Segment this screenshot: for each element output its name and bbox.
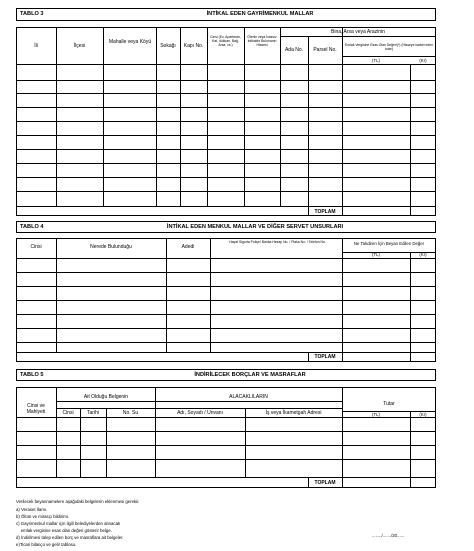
table3-col-emlak: Emlak Vergisine Esas Olan Değeri(*) (Hisseye isabet eden tutar) — [344, 43, 433, 51]
footer-intro: Verilecek beyannamelere aşağıdaki belgelerin eklenmesi gerekir. — [16, 499, 140, 504]
footer-item-b: b) Ölüm ve mirasçı bildirimi. — [16, 514, 70, 519]
table5-col-kr: (Kr) — [419, 412, 427, 417]
table5-col-ait: Ait Olduğu Belgenin — [83, 394, 129, 400]
table3-col-parsel: Parsel No. — [313, 47, 337, 53]
table5-col-belge-cinsi: Cinsi — [62, 410, 74, 416]
table3-col-hisse: Ölenin veya İvazsız İntikalde Bulunanın Hissesi — [247, 35, 277, 47]
table5-col-cinsi: Cinsi ve Mahiyeti — [26, 403, 46, 415]
table3-col-ilce: İlçesi — [73, 43, 86, 49]
footer-item-c: c) Gayrimenkul mallar için ilgili belediyelerden alınacak — [16, 521, 121, 526]
table4-col-adedi: Adedi — [181, 244, 195, 250]
table4-col-cinsi: Cinsi — [30, 244, 42, 250]
footer-item-d: d) İndirilmesi talep edilen borç ve masraflara ait belgeler. — [16, 535, 124, 540]
table3-title: İNTİKAL EDEN GAYRİMENKUL MALLAR — [206, 11, 314, 17]
table4-label: TABLO 4 — [20, 224, 44, 230]
table5-col-tutar: Tutar — [383, 401, 395, 407]
table3-col-kr: (Kr) — [419, 58, 427, 63]
table5-col-alacak: ALACAKLILARIN — [229, 394, 268, 400]
table5-title: İNDİRİLECEK BORÇLAR VE MASRAFLAR — [194, 372, 306, 378]
table5-col-no: No. Su — [122, 410, 139, 416]
footer-date: ......../......./20...... — [372, 533, 405, 538]
table4-col-beyan: Ne Takdiren İçin Beyan Edilen Değer — [353, 241, 425, 246]
footer-item-a: a) Veraset İlamı. — [16, 507, 48, 512]
table4-col-kr: (Kr) — [419, 252, 427, 257]
table3-col-mahalle: Mahalle veya Köyü — [108, 39, 152, 45]
table4-total-label: TOPLAM — [314, 354, 336, 360]
table5-col-tl: (TL) — [372, 412, 380, 417]
footer-item-c2: emlak vergisine esas olan değeri gösterir belge. — [16, 528, 112, 533]
table3-col-group: Bina, Arsa veya Arazinin — [331, 29, 385, 35]
table5-col-tarihi: Tarihi — [87, 410, 99, 416]
table3-total-label: TOPLAM — [314, 209, 336, 215]
table3-col-ada: Ada No. — [284, 47, 304, 53]
table4-title: İNTİKAL EDEN MENKUL MALLAR VE DİĞER SERVET UNSURLARI — [166, 224, 344, 230]
table4-col-tl: (TL) — [372, 252, 380, 257]
table5-total-label: TOPLAM — [314, 480, 336, 486]
table4-col-nerede: Nerede Bulunduğu — [90, 244, 132, 250]
table3-col-cinsi: Cinsi (Ev, Apartman, Kat, dükkan, Bağ, Arsa, vs.) — [210, 35, 241, 47]
table5-label: TABLO 5 — [20, 372, 44, 378]
table3-label: TABLO 3 — [20, 11, 44, 17]
table3-col-il: İli — [34, 43, 38, 49]
table3-col-kapi: Kapı No. — [183, 43, 204, 49]
table3-col-sokak: Sokağı — [160, 43, 176, 49]
table5-col-adi: Adı, Soyadı / Unvanı — [177, 410, 223, 416]
table3-col-tl: (TL) — [372, 58, 380, 63]
footer-item-e: e)Ticari bilanço ve gelir tablosu. — [16, 542, 77, 547]
table5-col-adres: İş veya İkametgah Adresi — [265, 410, 322, 416]
table4-col-hayat: Hayat Sigorta Poliçe/ Banka Hesap No. / Plaka No. / Telefon No. — [229, 240, 326, 244]
